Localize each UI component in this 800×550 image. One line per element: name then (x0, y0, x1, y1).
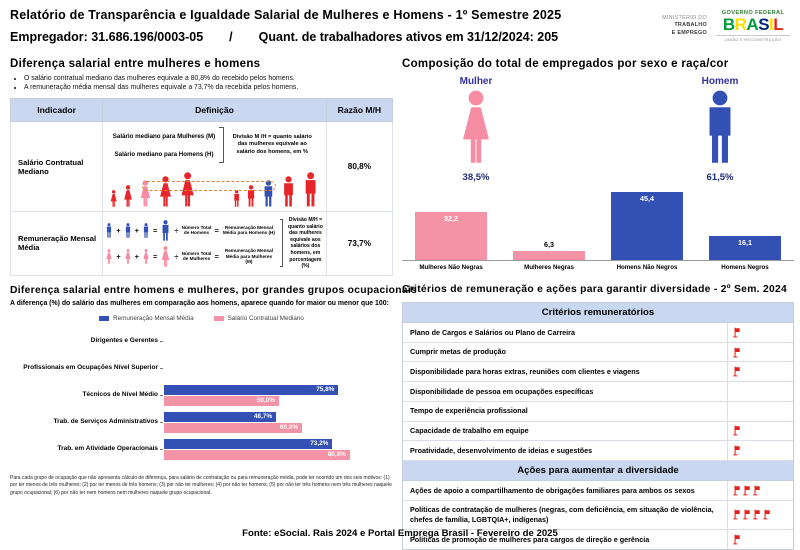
brasil-letter: R (734, 15, 747, 34)
occupation-label: Profissionais em Ocupações Nível Superior (23, 364, 158, 372)
equals-sign: = (214, 251, 219, 261)
column-header-razao: Razão M/H (326, 99, 392, 122)
woman-icon (138, 180, 153, 207)
criteria-label: Proatividade, desenvolvimento de ideias e sugestões (410, 445, 593, 455)
bar-remuneracao-mensal-media (164, 385, 338, 395)
definition-formula (103, 212, 326, 275)
man-icon (105, 223, 113, 238)
occupation-group (10, 328, 393, 355)
race-bar (611, 192, 683, 260)
definition-cell (103, 122, 327, 212)
page-title: Relatório de Transparência e Igualdade Salarial de Mulheres e Homens - 1º Semestre 2025 (10, 8, 562, 22)
woman-icon (454, 90, 498, 164)
flag-icon (753, 485, 760, 496)
brasil-letter: I (769, 15, 774, 34)
criteria-row (403, 362, 793, 382)
formula-line (105, 246, 276, 267)
man-icon (142, 223, 150, 238)
criteria-row (403, 441, 793, 461)
report-subtitle (10, 30, 630, 44)
ministry-line: E EMPREGO (671, 29, 707, 36)
table-row-salario-contratual (11, 122, 393, 212)
axis-tick (160, 395, 163, 396)
occupation-label: Dirigentes e Gerentes (90, 337, 158, 345)
formula-result-label: Remuneração Mensal Média para Mulheres (M) (224, 247, 274, 265)
criteria-flags (727, 441, 793, 460)
occupation-group (10, 382, 393, 409)
criteria-flags (727, 402, 793, 421)
race-bar-slot (500, 239, 598, 260)
bar-value-label: 75,8% (316, 386, 335, 394)
occupation-label: Trab. em Atividade Operacionais (57, 445, 158, 453)
race-bar (709, 236, 781, 260)
man-icon (301, 172, 320, 207)
criteria-label: Capacidade de trabalho em equipe (410, 426, 529, 436)
brasil-wordmark (716, 16, 790, 33)
flag-icon (733, 485, 740, 496)
bar-salario-contratual-mediano (164, 396, 279, 406)
woman-icon (122, 185, 134, 207)
employer-id: Empregador: 31.686.196/0003-05 (10, 30, 204, 44)
criteria-label: Disponibilidade de pessoa em ocupações específicas (410, 386, 594, 396)
bullet-item: • O salário contratual mediano das mulheres equivale a 80,8% do recebido pelos homens. (24, 75, 393, 82)
criteria-label: Plano de Cargos e Salários ou Plano de Carreira (410, 327, 575, 337)
bar-value-label: 73,2% (310, 440, 329, 448)
man-icon (160, 220, 171, 241)
ministry-label (662, 15, 707, 37)
formula-total-label: Número Total de Homens (181, 224, 212, 236)
woman-icon (157, 176, 174, 207)
criteria-flags (727, 343, 793, 362)
brasil-logo (716, 10, 790, 42)
race-category-label: Homens Negros (721, 264, 769, 271)
man-icon (261, 180, 276, 207)
race-category-label: Mulheres Negras (524, 264, 574, 271)
bullet-item: • A remuneração média mensal das mulheres equivale a 73,7% da recebida pelos homens. (24, 84, 393, 91)
criteria-row (403, 323, 793, 343)
axis-tick (160, 449, 163, 450)
criteria-row (403, 402, 793, 422)
bar-value-label: 6,3 (544, 239, 554, 249)
man-icon (280, 176, 297, 207)
section-title-occupational: Diferença salarial entre homens e mulheres, por grandes grupos ocupacionais (10, 284, 418, 296)
source-footer (0, 528, 800, 539)
race-bar-slot (402, 212, 500, 260)
section-title-composition: Composição do total de empregados por sexo e raça/cor (402, 58, 729, 70)
report-header (10, 8, 630, 44)
median-labels (113, 133, 215, 158)
governo-federal-label: GOVERNO FEDERAL (721, 10, 785, 16)
race-bar (513, 239, 585, 260)
chart-subtitle: A diferença (%) do salário das mulheres em comparação aos homens, aparece quando for maior ou menor que 100: (10, 299, 389, 307)
criteria-row (403, 501, 793, 530)
column-header-indicador: Indicador (11, 99, 103, 122)
flag-icon (733, 445, 740, 456)
criteria-row (403, 343, 793, 363)
female-percent: 38,5% (462, 172, 490, 183)
race-chart (402, 191, 794, 261)
legend-item (214, 315, 304, 322)
occupation-label: Trab. de Serviços Administrativos (53, 418, 158, 426)
pictogram-strip (105, 170, 324, 207)
bar-value-label: 60,0% (279, 424, 298, 432)
plus-sign: + (116, 251, 121, 261)
flag-icon (733, 347, 740, 358)
woman-icon (105, 249, 113, 264)
woman-icon (160, 246, 171, 267)
criteria-row (403, 382, 793, 402)
division-sign: ÷ (174, 251, 179, 261)
criteria-label: Políticas de contratação de mulheres (negras, com deficiência, em situação de violência, chefes de família, LGBTQIA+, indígenas) (410, 505, 714, 524)
division-note: Divisão M /H = quanto salário das mulheres equivale ao salário dos homens, em % (232, 133, 312, 155)
male-icon-slot (698, 90, 742, 169)
brasil-letter: L (773, 15, 784, 34)
criteria-table (402, 302, 794, 550)
bar-value-label: 80,8% (327, 451, 346, 459)
occupational-section (10, 284, 418, 498)
formula-total-label: Número Total de Mulheres (181, 250, 212, 262)
ratio-value: 80,8% (326, 122, 392, 212)
criteria-flags (727, 422, 793, 441)
race-bar-slot (598, 192, 696, 260)
criteria-label: Ações de apoio a compartilhamento de obrigações familiares para ambos os sexos (410, 485, 695, 495)
axis-tick (160, 368, 163, 369)
woman-icon (178, 172, 197, 207)
bar-salario-contratual-mediano (164, 423, 302, 433)
division-sign: ÷ (174, 225, 179, 235)
ministry-line: TRABALHO (674, 22, 707, 29)
woman-icon (142, 249, 150, 264)
criteria-label: Políticas de promoção de mulheres para cargos de direção e gerência (410, 534, 650, 544)
race-chart-categories (402, 264, 794, 271)
section-title-criteria: Critérios de remuneração e ações para garantir diversidade - 2º Sem. 2024 (402, 284, 788, 295)
female-label: Mulher (459, 76, 493, 87)
flag-icon (733, 509, 740, 520)
bar-value-label: 45,4 (640, 193, 654, 203)
right-column (402, 58, 794, 550)
flag-icon (763, 509, 770, 520)
criteria-flags (727, 382, 793, 401)
definition-diagram (105, 127, 324, 163)
female-icon-slot (454, 90, 498, 169)
legend-swatch (214, 316, 224, 321)
median-women-label: Salário mediano para Mulheres (M) (112, 132, 216, 140)
equals-sign: = (153, 225, 158, 235)
bracket-shape (219, 127, 224, 163)
criteria-label: Disponibilidade para horas extras, reuniões com clientes e viagens (410, 366, 640, 376)
definition-cell (103, 212, 327, 276)
equals-sign: = (153, 251, 158, 261)
criteria-flags (727, 481, 793, 500)
salary-gap-table (10, 98, 393, 276)
separator: / (229, 30, 233, 44)
indicator-cell: Remuneração Mensal Média (11, 212, 103, 276)
criteria-section-header: Critérios remuneratórios (403, 303, 793, 323)
brasil-letter: A (746, 15, 759, 34)
bar-group (164, 412, 393, 433)
male-column (698, 76, 742, 183)
bar-value-label: 50,0% (256, 397, 275, 405)
woman-icon (124, 249, 132, 264)
ministry-line: MINISTÉRIO DO (662, 15, 707, 22)
criteria-section-header: Ações para aumentar a diversidade (403, 461, 793, 481)
bar-value-label: 16,1 (738, 237, 752, 247)
occupation-group (10, 436, 393, 463)
formula-lines (105, 220, 276, 267)
division-note: Divisão M/H = quanto salário das mulheres equivale aos salários dos homens, em porcentagem (%) (288, 217, 323, 270)
brasil-letter: B (722, 15, 735, 34)
criteria-row (403, 422, 793, 442)
criteria-flags (727, 323, 793, 342)
brasil-letter: S (758, 15, 770, 34)
race-category-label: Mulheres Não Negras (419, 264, 483, 271)
indicator-cell: Salário Contratual Mediano (11, 122, 103, 212)
bar-group (164, 439, 393, 460)
left-column (10, 58, 418, 497)
flag-icon (743, 485, 750, 496)
axis-tick (160, 341, 163, 342)
race-category-label: Homens Não Negros (616, 264, 678, 271)
criteria-flags (727, 362, 793, 381)
salary-gap-bullets (24, 75, 393, 91)
female-column (454, 76, 498, 183)
man-icon (232, 190, 241, 207)
axis-tick (160, 422, 163, 423)
bracket-shape (280, 219, 283, 267)
column-header-definicao: Definição (103, 99, 327, 122)
occupational-chart (10, 328, 393, 463)
sex-pictograms (402, 76, 794, 183)
chart-footnote: Para cada grupo de ocupação que não apresenta cálculo de diferença, para salário de contratação ou para remuneração média, pode ter ocorrido um dos seis motivos: (1) por ter menos de três mulheres; (2) por ter menos de três homens; (3) por não ter mulheres; (4) por não ter homens; (5) por não ter três homens nem três mulheres naquele grupo ocupacional; (6) por não ter nem homens nem mulheres naquele grupo ocupacional. (10, 474, 392, 496)
chart-legend (10, 315, 393, 322)
flag-icon (733, 366, 740, 377)
flag-icon (733, 425, 740, 436)
flag-icon (733, 327, 740, 338)
table-row-remuneracao-media (11, 212, 393, 276)
section-title-salary-gap: Diferença salarial entre mulheres e homens (10, 58, 261, 70)
motto-label: UNIÃO E RECONSTRUÇÃO (716, 35, 790, 42)
source-text: Fonte: eSocial. Rais 2024 e Portal Emprega Brasil - Fevereiro de 2025 (242, 528, 558, 539)
bar-value-label: 48,7% (253, 413, 272, 421)
ratio-value: 73,7% (326, 212, 392, 276)
legend-swatch (99, 316, 109, 321)
occupation-label: Técnicos de Nível Médio (82, 391, 158, 399)
bar-value-label: 32,2 (444, 213, 458, 223)
legend-label: Remuneração Mensal Média (113, 314, 194, 322)
occupation-group (10, 355, 393, 382)
government-branding (662, 10, 790, 42)
formula-line (105, 220, 276, 241)
equals-sign: = (214, 225, 219, 235)
flag-icon (753, 509, 760, 520)
active-workers-count: Quant. de trabalhadores ativos em 31/12/2024: 205 (258, 30, 559, 44)
bar-remuneracao-mensal-media (164, 412, 276, 422)
man-icon (124, 223, 132, 238)
formula-result-label: Remuneração Mensal Média para Homens (H) (222, 224, 275, 236)
plus-sign: + (116, 225, 121, 235)
table-header-row (11, 99, 393, 122)
plus-sign: + (134, 251, 140, 261)
flag-icon (743, 509, 750, 520)
legend-item (99, 315, 194, 322)
plus-sign: + (134, 225, 140, 235)
male-percent: 61,5% (706, 172, 734, 183)
criteria-row (403, 481, 793, 501)
bar-salario-contratual-mediano (164, 450, 350, 460)
race-bar (415, 212, 487, 260)
male-label: Homem (701, 76, 739, 87)
bar-remuneracao-mensal-media (164, 439, 332, 449)
criteria-flags (727, 501, 793, 529)
man-icon (698, 90, 742, 164)
legend-label: Salário Contratual Mediano (227, 314, 304, 322)
occupation-group (10, 409, 393, 436)
median-men-label: Salário mediano para Homens (H) (114, 150, 214, 158)
woman-icon (109, 190, 118, 207)
man-icon (245, 185, 257, 207)
bar-group (164, 385, 393, 406)
criteria-label: Tempo de experiência profissional (410, 406, 528, 416)
race-bar-slot (696, 236, 794, 260)
criteria-label: Cumprir metas de produção (410, 347, 506, 357)
